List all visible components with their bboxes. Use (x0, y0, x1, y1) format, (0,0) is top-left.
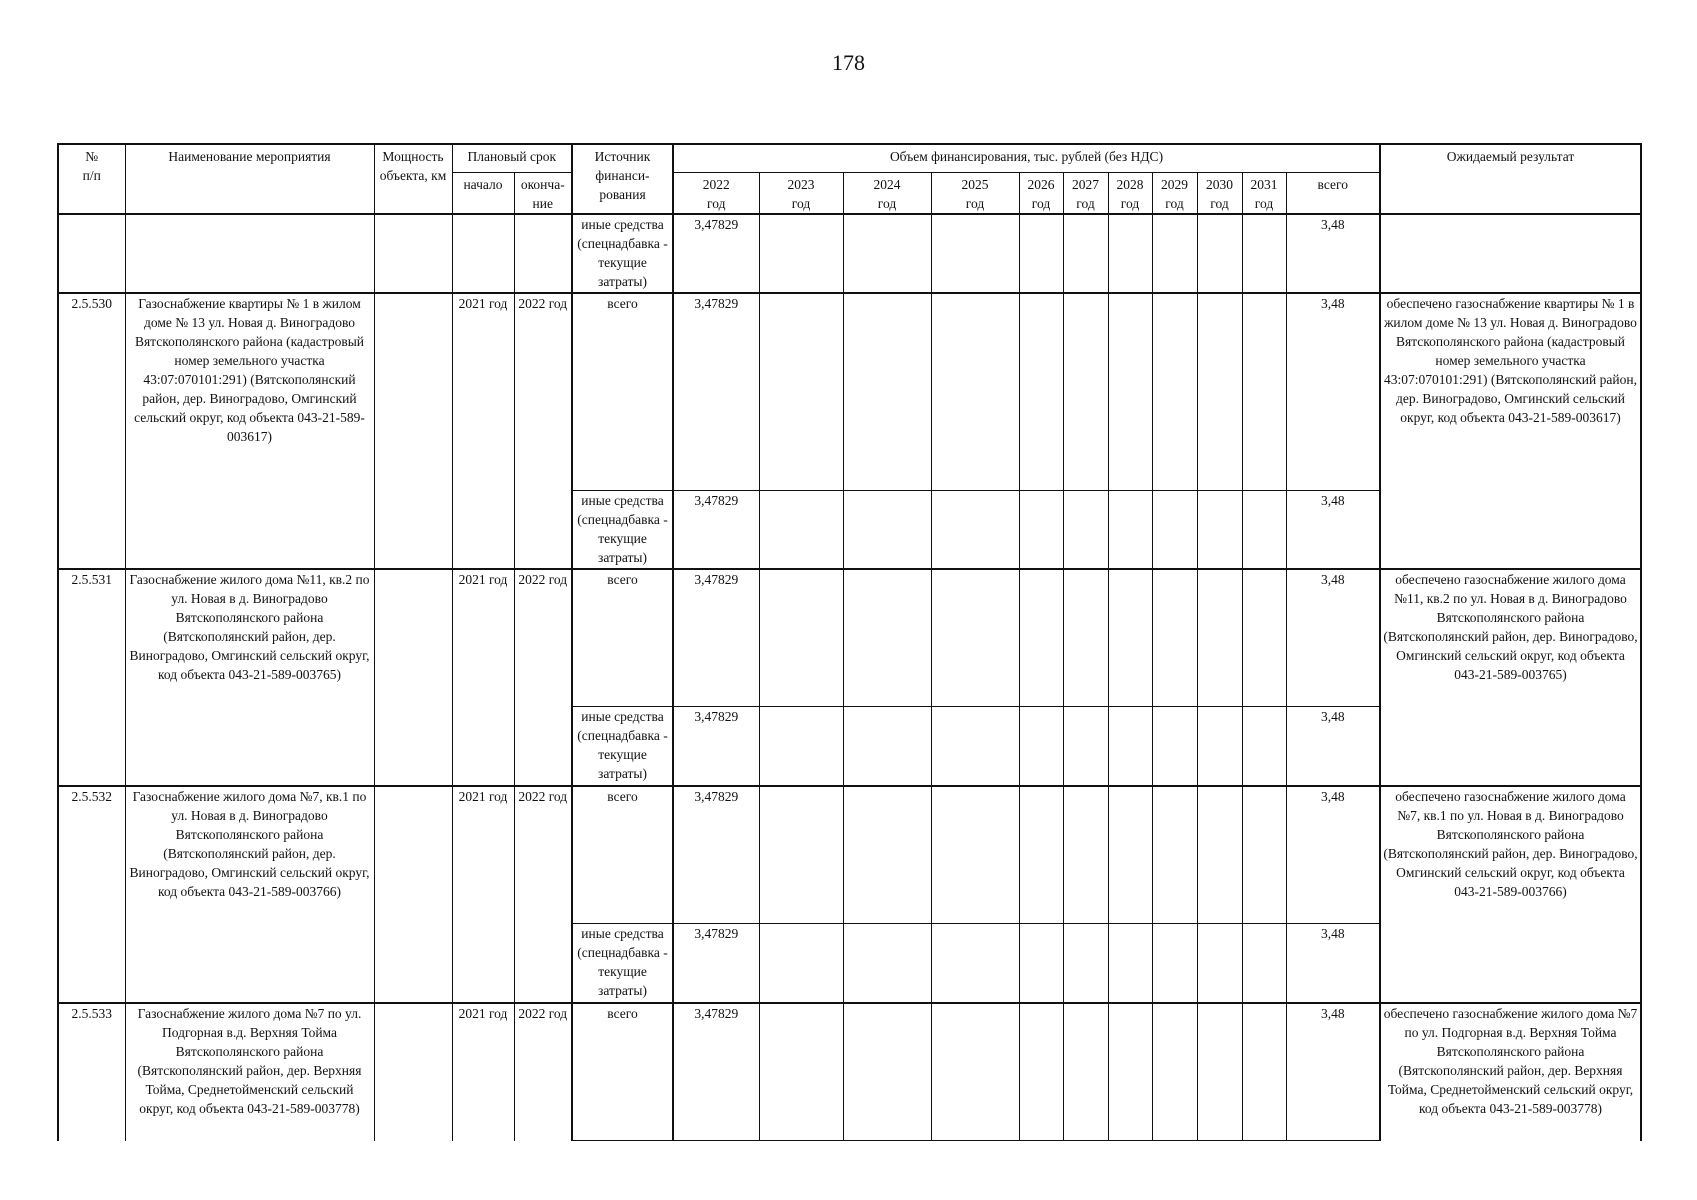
start-year: 2021 год (452, 786, 514, 1003)
header-num: № п/п (58, 144, 125, 214)
source-cell: всего (572, 1003, 673, 1141)
header-year-2031: 2031 год (1242, 172, 1286, 214)
row-number: 2.5.531 (58, 569, 125, 786)
row-number: 2.5.533 (58, 1003, 125, 1141)
value-total: 3,48 (1286, 1003, 1380, 1141)
value-2022: 3,47829 (673, 569, 759, 707)
source-cell: всего (572, 786, 673, 924)
source-cell: всего (572, 293, 673, 491)
source-cell: иные средства (спецнадбавка - текущие затраты) (572, 924, 673, 1003)
source-cell: иные средства (спецнадбавка - текущие затраты) (572, 707, 673, 786)
table-row (58, 293, 1641, 491)
start-year: 2021 год (452, 293, 514, 569)
source-cell: иные средства (спецнадбавка - текущие затраты) (572, 491, 673, 569)
header-year-2023: 2023 год (759, 172, 843, 214)
end-year: 2022 год (514, 569, 572, 786)
page-number: 178 (832, 50, 865, 75)
value-2022: 3,47829 (673, 214, 759, 293)
header-year-2028: 2028 год (1108, 172, 1152, 214)
value-total: 3,48 (1286, 569, 1380, 707)
table-row (58, 569, 1641, 707)
event-name: Газоснабжение квартиры № 1 в жилом доме № 13 ул. Новая д. Виноградово Вятскополянского района (кадастровый номер земельного участка 43:07:070101:291) (Вятскополянский район, дер. Виноградово, Омгинский сельский округ, код объекта 043-21-589-003617) (125, 293, 374, 569)
value-total: 3,48 (1286, 707, 1380, 786)
value-total: 3,48 (1286, 924, 1380, 1003)
header-volume: Объем финансирования, тыс. рублей (без НДС) (673, 144, 1380, 172)
table-row (58, 786, 1641, 924)
source-cell: иные средства (спецнадбавка - текущие затраты) (572, 214, 673, 293)
start-year: 2021 год (452, 1003, 514, 1141)
row-number: 2.5.530 (58, 293, 125, 569)
end-year: 2022 год (514, 1003, 572, 1141)
header-year-2024: 2024 год (843, 172, 931, 214)
value-total: 3,48 (1286, 293, 1380, 491)
value-2022: 3,47829 (673, 1003, 759, 1141)
header-year-2025: 2025 год (931, 172, 1019, 214)
header-year-2030: 2030 год (1197, 172, 1242, 214)
header-term: Плановый срок (452, 144, 572, 172)
header-year-2022: 2022 год (673, 172, 759, 214)
value-2022: 3,47829 (673, 786, 759, 924)
end-year: 2022 год (514, 293, 572, 569)
value-total: 3,48 (1286, 786, 1380, 924)
event-name: Газоснабжение жилого дома №11, кв.2 по ул. Новая в д. Виноградово Вятскополянского района (Вятскополянский район, дер. Виноградово, Омгинский сельский округ, код объекта 043-21-589-003765) (125, 569, 374, 786)
event-name: Газоснабжение жилого дома №7, кв.1 по ул. Новая в д. Виноградово Вятскополянского района (Вятскополянский район, дер. Виноградово, Омгинский сельский округ, код объекта 043-21-589-003766) (125, 786, 374, 1003)
end-year: 2022 год (514, 786, 572, 1003)
header-total: всего (1286, 172, 1380, 214)
table-row (58, 214, 1641, 293)
header-start: начало (452, 172, 514, 214)
value-2022: 3,47829 (673, 491, 759, 569)
header-power: Мощность объекта, км (374, 144, 452, 214)
event-name: Газоснабжение жилого дома №7 по ул. Подгорная в.д. Верхняя Тойма Вятскополянского района (Вятскополянский район, дер. Верхняя Тойма, Среднетойменский сельский округ, код объекта 043-21-589-003778) (125, 1003, 374, 1141)
expected-result: обеспечено газоснабжение жилого дома №7 по ул. Подгорная в.д. Верхняя Тойма Вятскополянского района (Вятскополянский район, дер. Верхняя Тойма, Среднетойменский сельский округ, код объекта 043-21-589-003778) (1380, 1003, 1641, 1141)
header-year-2029: 2029 год (1152, 172, 1197, 214)
financing-table (57, 143, 1642, 1141)
table-row (58, 1003, 1641, 1141)
header-end: оконча- ние (514, 172, 572, 214)
value-2022: 3,47829 (673, 707, 759, 786)
expected-result: обеспечено газоснабжение квартиры № 1 в жилом доме № 13 ул. Новая д. Виноградово Вятскополянского района (кадастровый номер земельного участка 43:07:070101:291) (Вятскополянский район, дер. Виноградово, Омгинский сельский округ, код объекта 043-21-589-003617) (1380, 293, 1641, 569)
value-total: 3,48 (1286, 491, 1380, 569)
row-number: 2.5.532 (58, 786, 125, 1003)
source-cell: всего (572, 569, 673, 707)
expected-result: обеспечено газоснабжение жилого дома №11, кв.2 по ул. Новая в д. Виноградово Вятскополянского района (Вятскополянский район, дер. Виноградово, Омгинский сельский округ, код объекта 043-21-589-003765) (1380, 569, 1641, 786)
header-name: Наименование мероприятия (125, 144, 374, 214)
value-total: 3,48 (1286, 214, 1380, 293)
value-2022: 3,47829 (673, 924, 759, 1003)
expected-result: обеспечено газоснабжение жилого дома №7, кв.1 по ул. Новая в д. Виноградово Вятскополянского района (Вятскополянский район, дер. Виноградово, Омгинский сельский округ, код объекта 043-21-589-003766) (1380, 786, 1641, 1003)
start-year: 2021 год (452, 569, 514, 786)
value-2022: 3,47829 (673, 293, 759, 491)
header-year-2026: 2026 год (1019, 172, 1063, 214)
header-year-2027: 2027 год (1063, 172, 1108, 214)
header-result: Ожидаемый результат (1380, 144, 1641, 214)
header-source: Источник финанси- рования (572, 144, 673, 214)
